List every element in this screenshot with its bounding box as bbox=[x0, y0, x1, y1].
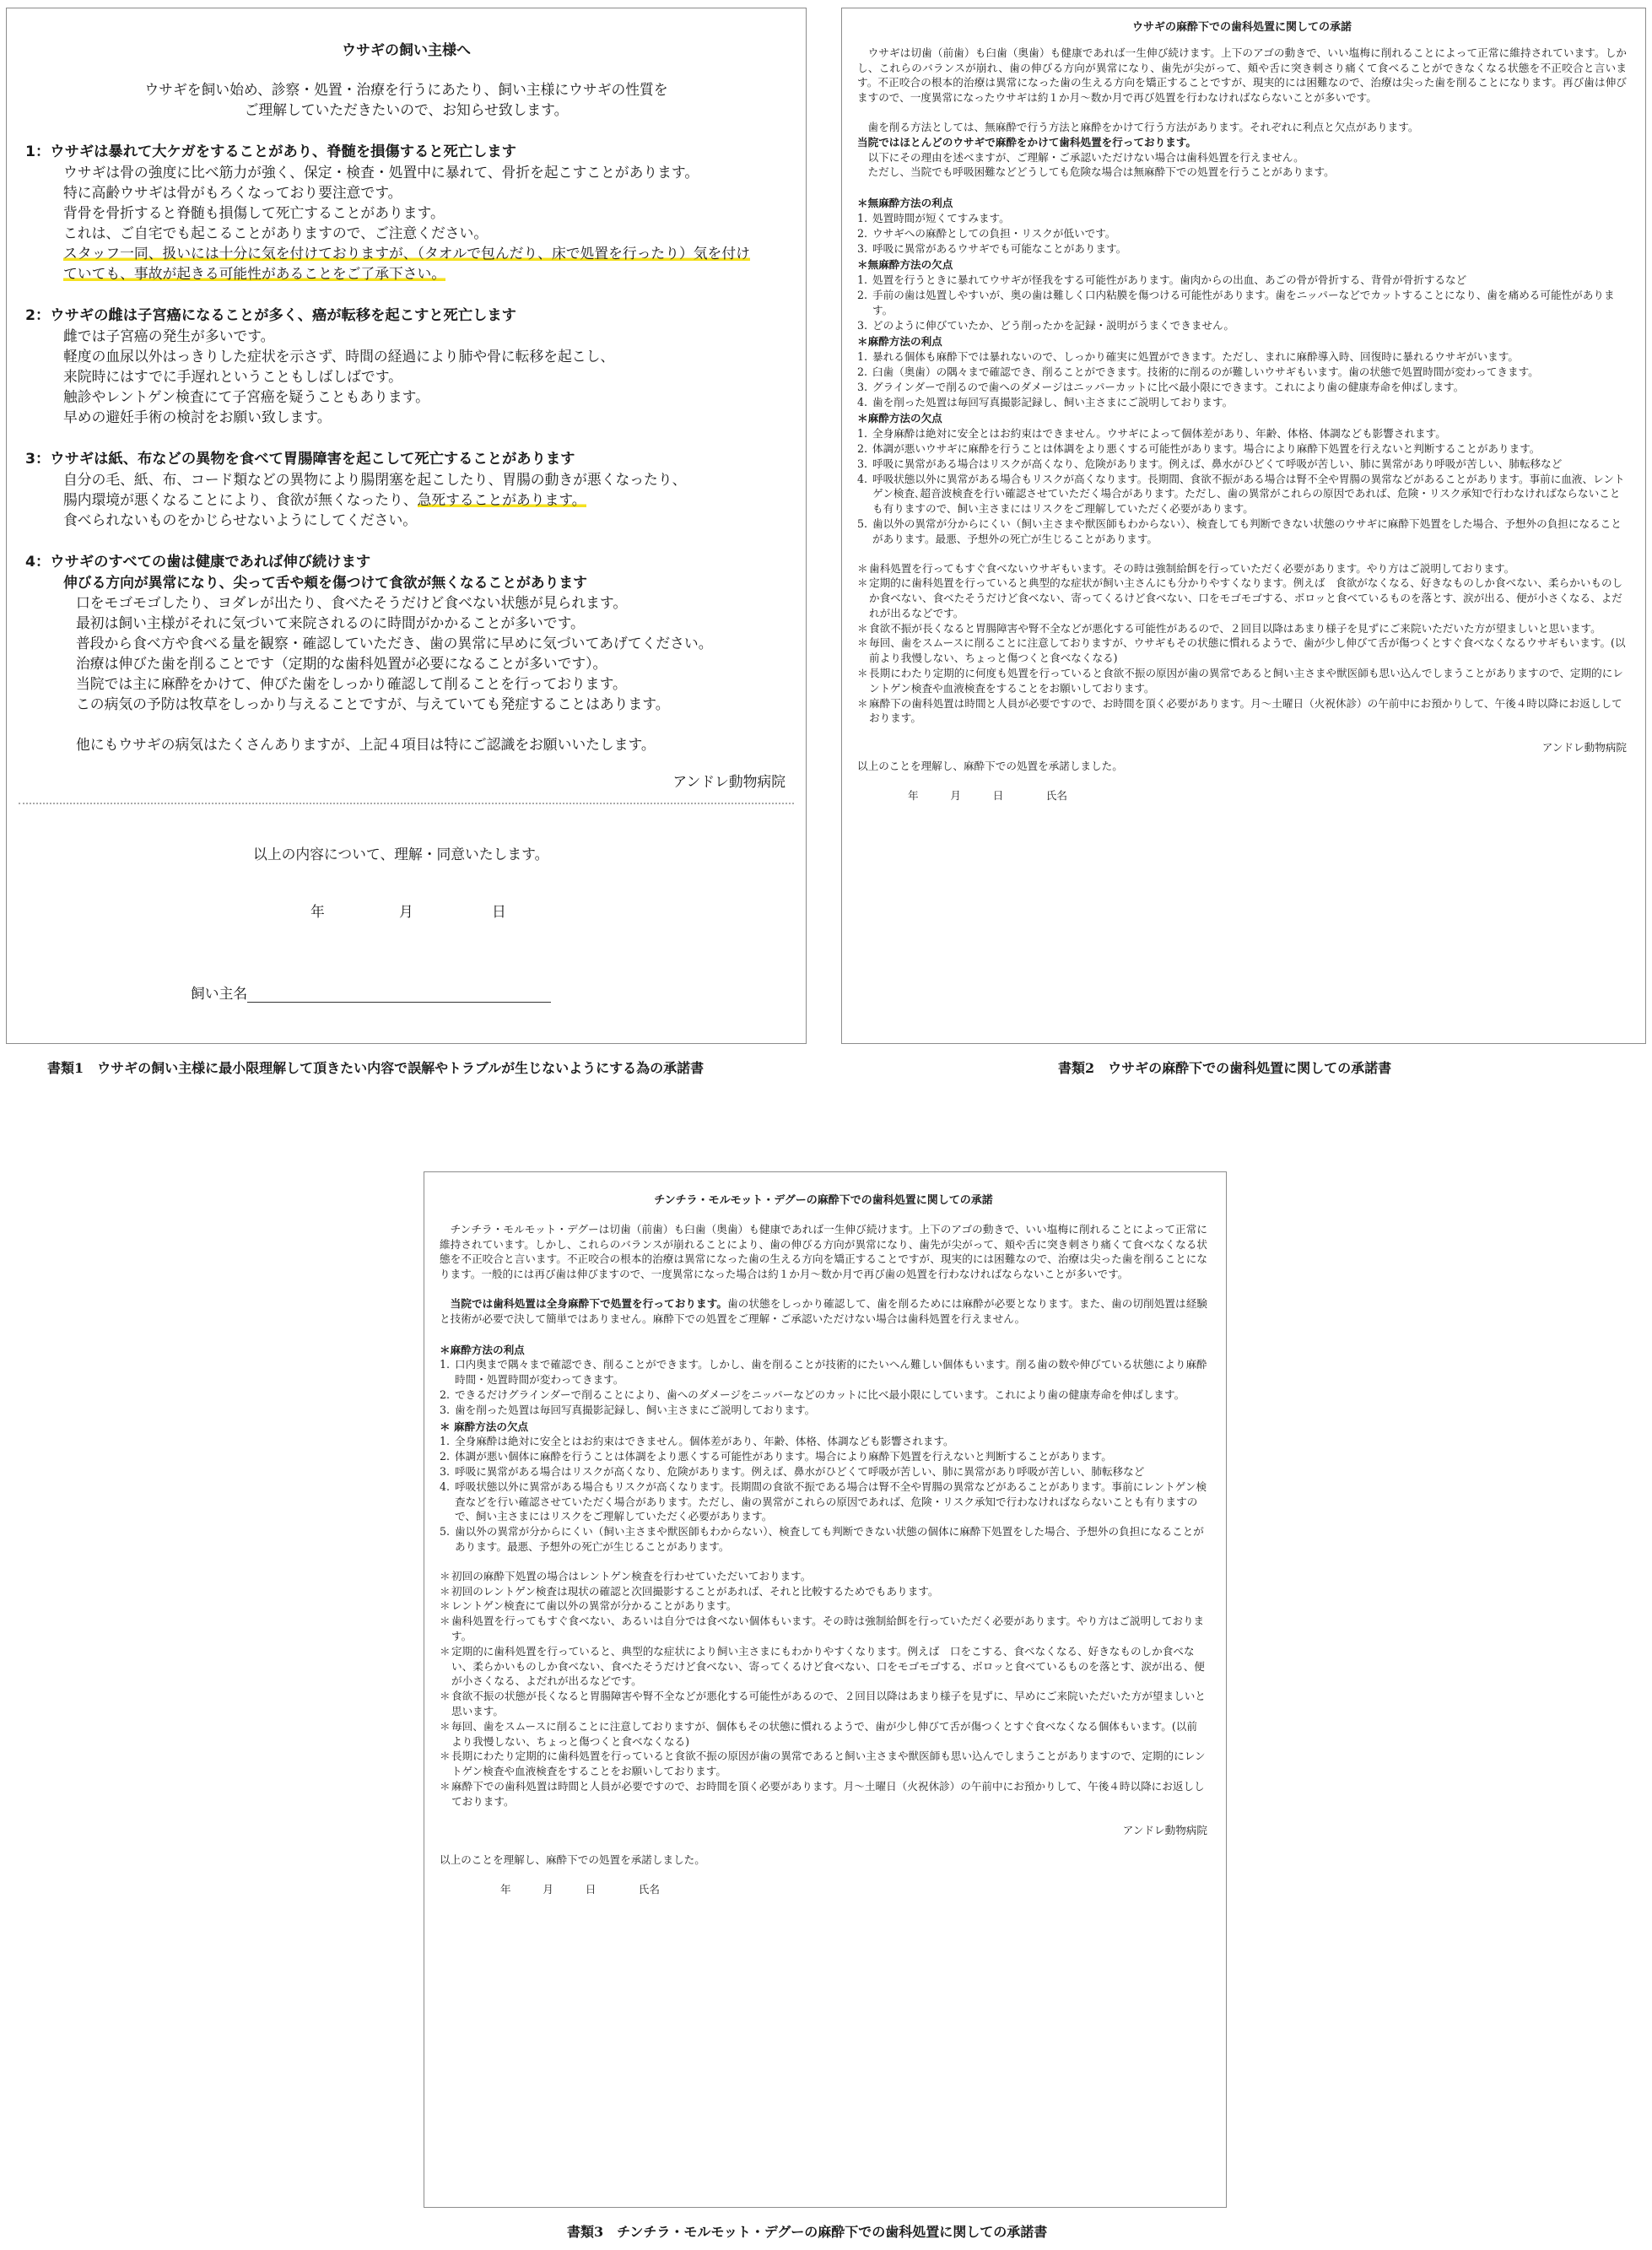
list-item: 3. グラインダーで削るので歯へのダメージはニッパーカットに比べ最小限にできます。これにより歯の健康寿命を伸ばします。 bbox=[857, 380, 1465, 393]
caption-doc2: 書類2 ウサギの麻酔下での歯科処置に関しての承諾書 bbox=[1058, 1060, 1392, 1076]
group-heading: ＊麻酔方法の欠点 bbox=[857, 412, 942, 425]
doc3-hospital-name: アンドレ動物病院 bbox=[1122, 1824, 1207, 1837]
section-line: 治療は伸びた歯を削ることです（定期的な歯科処置が必要になることが多いです）。 bbox=[76, 655, 607, 672]
doc3-paragraph: 当院では歯科処置は全身麻酔下で処置を行っております。歯の状態をしっかり確認して、歯を削るためには麻酔が必要となります。また、歯の切削処置は経験と技術が必要で決して簡単ではありません。麻酔下での処置をご理解・ご承認いただけない場合は歯科処置を行えません。 bbox=[440, 1296, 1207, 1325]
note-item: ＊ 定期的に歯科処置を行っていると、典型的な症状により飼い主さまにもわかりやすくなります。例えば 口をこする、食べなくなる、好きなものしか食べない、柔らかいものしか食べない、食べたそうだけど食べない、寄ってくるけど食べない、口をモゴモゴする、ボロッと食べているものを落とす、涙が出る、便が小さくなる、よだれが出るなどです。 bbox=[440, 1644, 1205, 1688]
section-line: 食べられないものをかじらせないようにしてください。 bbox=[63, 511, 418, 528]
section-heading: 4：ウサギのすべての歯は健康であれば伸び続けます bbox=[25, 554, 371, 571]
note-item: ＊ レントゲン検査にて歯以外の異常が分かることがあります。 bbox=[440, 1599, 737, 1613]
list-item: 3. 呼吸に異常がある場合はリスクが高くなり、危険があります。例えば、鼻水がひどくて呼吸が苦しい、肺に異常があり呼吸が苦しい、肺転移など bbox=[440, 1464, 1145, 1478]
note-item: ＊ 長期にわたり定期的に何度も処置を行っていると食欲不振の原因が歯の異常であると飼い主さまや獣医師も思い込んでしまうことがありますので、定期的にレントゲン検査や血液検査をすることをお願いしております。 bbox=[857, 667, 1623, 695]
doc3-title: チンチラ・モルモット・デグーの麻酔下での歯科処置に関しての承諾 bbox=[654, 1194, 993, 1207]
doc3-date-signature-line: 年 月 日 氏名 bbox=[500, 1883, 660, 1896]
doc2-group bbox=[857, 411, 1627, 546]
section-line: 当院では主に麻酔をかけて、伸びた歯をしっかり確認して削ることを行っております。 bbox=[76, 675, 627, 692]
doc1-intro-line: ご理解していただきたいので、お知らせ致します。 bbox=[244, 101, 569, 118]
doc2-body bbox=[857, 20, 1627, 803]
doc2-paragraph: ただし、当院でも呼吸困難などどうしても危険な場合は無麻酔下での処置を行うことがあります。 bbox=[867, 165, 1335, 179]
section-heading: 2：ウサギの雌は子宮癌になることが多く、癌が転移を起こすと死亡します bbox=[25, 307, 516, 324]
section-line: 雌では子宮癌の発生が多いです。 bbox=[63, 327, 275, 344]
doc2-paragraph: ウサギは切歯（前歯）も臼歯（奥歯）も健康であれば一生伸び続けます。上下のアゴの動きで、いい塩梅に削れることによって正常に維持されています。しかし、これらのバランスが崩れ、歯の伸びる方向が異常になり、歯先が尖がって、頬や舌に突き刺さり痛くて食べることができなくなる状態を不正咬合と言います。不正咬合の根本的治療は異常になった歯の生える方向を矯正することですが、現実的には困難なので、治療は尖った歯を削ることになります。再び歯は伸びますので、一度異常になったウサギは約１か月～数か月で再び処置を行わなければならないことが多いです。 bbox=[857, 46, 1627, 105]
list-item: 2. 手前の歯は処置しやすいが、奥の歯は難しく口内粘膜を傷つける可能性があります。歯をニッパーなどでカットすることになり、歯を痛める可能性があります。 bbox=[857, 288, 1615, 316]
date-month-label: 月 bbox=[399, 903, 413, 920]
list-item: 1. 暴れる個体も麻酔下では暴れないので、しっかり確実に処置ができます。ただし、まれに麻酔導入時、回復時に暴れるウサギがいます。 bbox=[857, 350, 1519, 364]
note-item: ＊ 毎回、歯をスムースに削ることに注意しておりますが、個体もその状態に慣れるようで、歯が少し伸びて舌が傷つくとすぐ食べなくなる個体もいます。(以前より我慢しない、ちょっと傷つくと食べなくなる) bbox=[440, 1719, 1197, 1748]
group-heading: ＊麻酔方法の利点 bbox=[440, 1343, 525, 1356]
list-item: 4. 歯を削った処置は毎回写真撮影記録し、飼い主さまにご説明しております。 bbox=[857, 395, 1234, 408]
list-item: 3. どのように伸びていたか、どう削ったかを記録・説明がうまくできません。 bbox=[857, 318, 1234, 332]
doc1-section-2 bbox=[25, 306, 794, 427]
note-item: ＊ 麻酔下での歯科処置は時間と人員が必要ですので、お時間を頂く必要があります。月～土曜日（火祝休診）の午前中にお預かりして、午後４時以降にお返ししております。 bbox=[440, 1779, 1205, 1808]
section-line: 軽度の血尿以外はっきりした症状を示さず、時間の経過により肺や骨に転移を起こし、 bbox=[63, 348, 615, 365]
note-item: ＊ 食欲不振が長くなると胃腸障害や腎不全などが悪化する可能性があるので、２回目以降はあまり様子を見ずにご来院いただいた方が望ましいと思います。 bbox=[857, 621, 1601, 635]
section-heading: 1：ウサギは暴れて大ケガをすることがあり、脊髄を損傷すると死亡します bbox=[25, 143, 516, 160]
owner-name-blank-line bbox=[247, 987, 551, 1003]
section-line: 自分の毛、紙、布、コード類などの異物により腸閉塞を起こしたり、胃腸の動きが悪くなったり、 bbox=[63, 471, 687, 488]
list-item: 1. 全身麻酔は絶対に安全とはお約束はできません。個体差があり、年齢、体格、体調なども影響されます。 bbox=[440, 1435, 954, 1448]
note-item: ＊ 食欲不振の状態が長くなると胃腸障害や腎不全などが悪化する可能性があるので、２回目以降はあまり様子を見ずに、早めにご来院いただいた方が望ましいと思います。 bbox=[440, 1690, 1206, 1717]
list-item: 4. 呼吸状態以外に異常がある場合もリスクが高くなります。長期間、食欲不振がある場合は腎不全や胃腸の異常などがあることがあります。事前に血液、レントゲン検査､超音波検査を行い確認させていただく場合があります。ただし、歯の異常がこれらの原因であれば、危険・リスク承知で行わなければならないことも有りますので、飼い主さまにはリスクをご理解していただく必要があります。 bbox=[857, 472, 1625, 516]
note-item: ＊ 歯科処置を行ってもすぐ食べない、あるいは自分では食べない個体もいます。その時は強制給餌を行っていただく必要があります。やり方はご説明しております。 bbox=[440, 1614, 1205, 1642]
doc1-hospital-name: アンドレ動物病院 bbox=[672, 773, 786, 790]
list-item: 1. 口内奥まで隅々まで確認でき、削ることができます。しかし、歯を削ることが技術的にたいへん難しい個体もいます。削る歯の数や伸びている状態により麻酔時間・処置時間が変わってきます。 bbox=[440, 1358, 1207, 1387]
doc1-closing: 他にもウサギの病気はたくさんありますが、上記４項目は特にご認識をお願いいたします。 bbox=[76, 736, 656, 753]
list-item: 2. 体調が悪い個体に麻酔を行うことは体調をより悪くする可能性があります。場合により麻酔下処置を行えないと判断することがあります。 bbox=[440, 1450, 1112, 1463]
doc2-paragraph: 以下にその理由を述べますが、ご理解・ご承認いただけない場合は歯科処置を行えません。 bbox=[867, 150, 1304, 164]
doc2-group bbox=[857, 334, 1627, 409]
note-item: ＊ 麻酔下の歯科処置は時間と人員が必要ですので、お時間を頂く必要があります。月～土曜日（火祝休診）の午前中にお預かりして、午後４時以降にお返ししております。 bbox=[857, 696, 1622, 725]
group-heading: ＊無麻酔方法の利点 bbox=[857, 197, 953, 210]
doc3-body bbox=[440, 1193, 1207, 1897]
note-item: ＊ 長期にわたり定期的に歯科処置を行っていると食欲不振の原因が歯の異常であると飼い主さまや獣医師も思い込んでしまうことがありますので、定期的にレントゲン検査や血液検査をすることをお願いしております。 bbox=[440, 1750, 1206, 1778]
doc1-section-3 bbox=[25, 449, 794, 530]
section-line: 触診やレントゲン検査にて子宮癌を疑うこともあります。 bbox=[63, 388, 429, 405]
section-line-mixed: 腸内環境が悪くなることにより、食欲が無くなったり、急死することがあります。 bbox=[63, 491, 586, 508]
doc3-group bbox=[440, 1420, 1207, 1555]
section-line: 特に高齢ウサギは骨がもろくなっており要注意です。 bbox=[63, 184, 402, 201]
list-item: 3. 呼吸に異常がある場合はリスクが高くなり、危険があります。例えば、鼻水がひどくて呼吸が苦しい、肺に異常があり呼吸が苦しい、肺転移など bbox=[857, 457, 1563, 470]
list-item: 2. 臼歯（奥歯）の隅々まで確認でき、削ることができます。技術的に削るのが難しいウサギもいます。歯の状態で処置時間が変わってきます。 bbox=[857, 365, 1539, 378]
doc2-group bbox=[857, 257, 1627, 333]
list-item: 2. 体調が悪いウサギに麻酔を行うことは体調をより悪くする可能性があります。場合により麻酔下処置を行えないと判断することがあります。 bbox=[857, 441, 1541, 455]
section-line: 口をモゴモゴしたり、ヨダレが出たり、食べたそうだけど食べない状態が見られます。 bbox=[76, 594, 628, 611]
list-item: 2. できるだけグラインダーで削ることにより、歯へのダメージをニッパーなどのカットに比べ最小限にしています。これにより歯の健康寿命を伸ばします。 bbox=[440, 1387, 1185, 1401]
doc2-date-signature-line: 年 月 日 氏名 bbox=[908, 788, 1067, 802]
list-item: 1. 全身麻酔は絶対に安全とはお約束はできません。ウサギによって個体差があり、年齢、体格、体調なども影響されます。 bbox=[857, 427, 1446, 441]
note-item: ＊ 初回の麻酔下処置の場合はレントゲン検査を行わせていただいております。 bbox=[440, 1569, 812, 1582]
section-line: 普段から食べ方や食べる量を観察・確認していただき、歯の異常に早めに気づいてあげてください。 bbox=[76, 635, 713, 652]
section-line: この病気の予防は牧草をしっかり与えることですが、与えていても発症することはあります。 bbox=[76, 695, 670, 712]
doc3-consent-text: 以上のことを理解し、麻酔下での処置を承諾しました。 bbox=[440, 1853, 705, 1867]
section-line: 背骨を骨折すると脊髄も損傷して死亡することがあります。 bbox=[63, 204, 445, 221]
section-heading: 3：ウサギは紙、布などの異物を食べて胃腸障害を起こして死亡することがあります bbox=[25, 451, 575, 468]
doc1-intro-line: ウサギを飼い始め、診察・処置・治療を行うにあたり、飼い主様にウサギの性質を bbox=[144, 81, 668, 98]
doc1-body bbox=[7, 8, 806, 792]
document-rabbit-owner-notice bbox=[6, 8, 807, 1044]
doc3-paragraph: チンチラ・モルモット・デグーは切歯（前歯）も臼歯（奥歯）も健康であれば一生伸び続けます。上下のアゴの動きで、いい塩梅に削れることによって正常に維持されています。しかし、これらのバランスが崩れることにより、歯の伸びる方向が異常になり、歯先が尖がって、頬や舌に突き刺さり痛くて食べなくなる状態を不正咬合と言います。不正咬合の根本的治療は異常になった歯の生える方向を矯正することですが、現実的には困難なので、治療は尖った歯を削ることになります。一般的には再び歯は伸びますので、一度異常になった場合は約１か月～数か月で再び歯の処置を行わなければならないことが多いです。 bbox=[440, 1222, 1207, 1281]
list-item: 3. 呼吸に異常があるウサギでも可能なことがあります。 bbox=[857, 241, 1127, 255]
doc2-bold-statement: 当院ではほとんどのウサギで麻酔をかけて歯科処置を行っております。 bbox=[857, 135, 1196, 149]
section-line: これは、ご自宅でも起こることがありますので、ご注意ください。 bbox=[63, 224, 489, 241]
owner-name-label: 飼い主名 bbox=[191, 985, 248, 1002]
group-heading: ＊麻酔方法の利点 bbox=[857, 335, 942, 349]
doc2-paragraph: 歯を削る方法としては、無麻酔で行う方法と麻酔をかけて行う方法があります。それぞれに利点と欠点があります。 bbox=[867, 120, 1419, 133]
doc1-title: ウサギの飼い主様へ bbox=[342, 42, 471, 59]
section-line: ウサギは骨の強度に比べ筋力が強く、保定・検査・処置中に暴れて、骨折を起こすことがあります。 bbox=[63, 164, 699, 181]
note-item: ＊ 歯科処置を行ってもすぐ食べないウサギもいます。その時は強制給餌を行っていただく必要があります。やり方はご説明しております。 bbox=[857, 561, 1515, 575]
doc2-group bbox=[857, 196, 1627, 256]
note-item: ＊ 定期的に歯科処置を行っていると典型的な症状が飼い主さんにも分かりやすくなります。例えば 食欲がなくなる、好きなものしか食べない、柔らかいものしか食べない、食べたそうだけど食べない、寄ってくるけど食べない、口をモゴモゴする、ボロッと食べているものを落とす、涙が出る、便が小さくなる、よだれが出るなどです。 bbox=[857, 576, 1623, 619]
list-item: 1. 処置時間が短くてすみます。 bbox=[857, 211, 1010, 224]
note-item: ＊ 毎回、歯をスムースに削ることに注意しておりますが、ウサギもその状態に慣れるようで、歯が少し伸びて舌が傷つくとすぐ食べなくなるウサギもいます。(以前より我慢しない、ちょっと傷つくと食べなくなる) bbox=[857, 636, 1626, 665]
list-item: 3. 歯を削った処置は毎回写真撮影記録し、飼い主さまにご説明しております。 bbox=[440, 1403, 816, 1416]
document-rabbit-dental-consent bbox=[841, 8, 1646, 1044]
list-item: 1. 処置を行うときに暴れてウサギが怪我をする可能性があります。歯肉からの出血、あごの骨が骨折する、背骨が骨折するなど bbox=[857, 273, 1467, 287]
date-year-label: 年 bbox=[310, 903, 325, 920]
group-heading: ＊無麻酔方法の欠点 bbox=[857, 258, 953, 272]
list-item: 5. 歯以外の異常が分からにくい（飼い主さまや獣医師もわからない）、検査しても判断できない状態の個体に麻酔下処置をした場合、予想外の負担になることがあります。最悪、予想外の死亡が生じることがあります。 bbox=[440, 1525, 1204, 1553]
doc1-intro bbox=[7, 79, 806, 120]
section-subheading: 伸びる方向が異常になり、尖って舌や頬を傷つけて食欲が無くなることがあります bbox=[63, 574, 587, 591]
doc1-agreement-text: 以上の内容について、理解・同意いたします。 bbox=[253, 846, 549, 863]
section-line: 来院時にはすでに手遅れということもしばしばです。 bbox=[63, 368, 402, 385]
highlighted-line: スタッフ一同、扱いには十分に気を付けておりますが、（タオルで包んだり、床で処置を行ったり）気を付け bbox=[63, 245, 750, 262]
section-line: 早めの避妊手術の検討をお願い致します。 bbox=[63, 408, 332, 425]
list-item: 2. ウサギへの麻酔としての負担・リスクが低いです。 bbox=[857, 226, 1116, 240]
note-item: ＊ 初回のレントゲン検査は現状の確認と次回撮影することがあれば、それと比較するためでもあります。 bbox=[440, 1584, 939, 1598]
doc3-group bbox=[440, 1343, 1207, 1418]
list-item: 5. 歯以外の異常が分からにくい（飼い主さまや獣医師もわからない）、検査しても判断できない状態のウサギに麻酔下処置をした場合、予想外の負担になることがあります。最悪、予想外の死亡が生じることがあります。 bbox=[857, 517, 1622, 545]
owner-name-field bbox=[191, 982, 551, 1003]
document-chinchilla-dental-consent bbox=[424, 1171, 1227, 2208]
doc2-hospital-name: アンドレ動物病院 bbox=[1541, 741, 1627, 755]
doc1-section-4 bbox=[25, 552, 794, 714]
highlighted-line: ていても、事故が起きる可能性があることをご了承下さい。 bbox=[63, 265, 446, 282]
group-heading: ＊ 麻酔方法の欠点 bbox=[440, 1420, 529, 1433]
caption-doc1: 書類1 ウサギの飼い主様に最小限理解して頂きたい内容で誤解やトラブルが生じないようにする為の承諾書 bbox=[47, 1060, 705, 1076]
doc2-consent-text: 以上のことを理解し、麻酔下での処置を承諾しました。 bbox=[857, 760, 1123, 773]
list-item: 4. 呼吸状態以外に異常がある場合もリスクが高くなります。長期間の食欲不振である場合は腎不全や胃腸の異常などがあることがあります。事前にレントゲン検査などを行い確認させていただく場合があります。ただし、歯の異常がこれらの原因であれば、危険・リスク承知で行わなければならないことも有りますので、飼い主さまにはリスクをご理解していただく必要があります。 bbox=[440, 1479, 1207, 1523]
doc1-section-1 bbox=[25, 142, 794, 284]
section-line: 最初は飼い主様がそれに気づいて来院されるのに時間がかかることが多いです。 bbox=[76, 614, 585, 631]
date-day-label: 日 bbox=[492, 903, 506, 920]
doc2-title: ウサギの麻酔下での歯科処置に関しての承諾 bbox=[1131, 21, 1352, 34]
caption-doc3: 書類3 チンチラ・モルモット・デグーの麻酔下での歯科処置に関しての承諾書 bbox=[567, 2224, 1048, 2240]
cut-line-divider bbox=[19, 803, 794, 804]
